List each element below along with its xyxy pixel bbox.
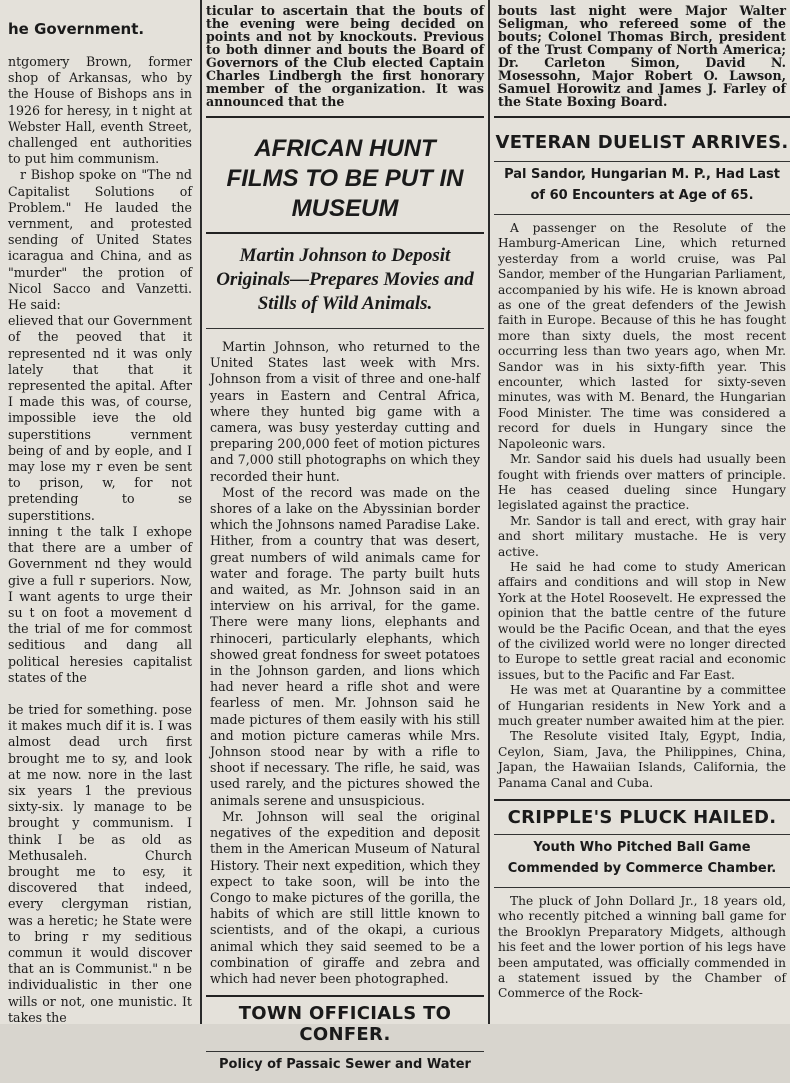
column-left-body [0,48,196,1026]
headline-veteran-duelist: VETERAN DUELIST ARRIVES. [495,132,789,153]
paragraph: Mr. Johnson will seal the original negatives of the expedition and deposit them in the American Museum of Natural History. Their next expedition, which they expect to take soon, will be into the Congo to make pictures of the gorilla, the habits of which are still little known to scientists, and of the okapi, a curious animal which they said seemed to be a combination of giraffe and zebra and which had never been photographed. [210,808,480,986]
column-rule [488,0,490,1024]
paragraph: Most of the record was made on the shores of a lake on the Abyssinian border which the Johnsons named Paradise Lake. Hither, from a country that was desert, great numbers of wild animals came for water and forage. The party built huts and waited, as Mr. Johnson said in an interview on his arrival, for the game. There were many lions, elephants and rhinoceri, particularly elephants, which showed great fondness for sweet potatoes in the Johnson garden, and lions which had never heard a rifle shot and were fearless of men. Mr. Johnson said he made pictures of them easily with his still and motion picture cameras while Mrs. Johnson stood near by with a rifle to shoot if necessary. The rifle, he said, was used rarely, and the pictures showed the animals serene and unsuspicious. [210,484,480,808]
headline-cripple-pluck: CRIPPLE'S PLUCK HAILED. [507,807,777,829]
paragraph: inning t the talk I exhope that there are a umber of Government nd they would give a full r superiors. Now, I want agents to urge their su t on foot a movement d the trial of me for commost seditious and dang all political heresies capitalist states of the [8,523,192,685]
paragraph: He was met at Quarantine by a committee of Hungarian residents in New York and a much greater number awaited him at the pier. [498,683,786,728]
article-body-duelist [494,221,790,791]
headline-african-hunt: AFRICAN HUNT FILMS TO BE PUT IN MUSEUM [206,118,484,234]
paragraph: A passenger on the Resolute of the Hamburg-American Line, which returned yesterday from a world cruise, was Pal Sandor, member of the Hungarian Parliament, accompanied by his wife. He is known abroad as one of the great defenders of the Jewish faith in Europe. Because of this he has fought more than sixty duels, the most recent occurring less than two years ago, when Mr. Sandor was in his sixty-fifth year. This encounter, which lasted for sixty-seven minutes, was with M. Benard, the Hungarian Food Minister. The time was considered a record for duels in Hungary since the Napoleonic wars. [498,221,786,451]
paragraph: Martin Johnson, who returned to the United States last week with Mrs. Johnson from a visit of three and one-half years in Eastern and Central Africa, where they hunted big game with a camera, was busy yesterday cutting and preparing 200,000 feet of motion pictures and 7,000 still photographs on which they recorded their hunt. [210,339,480,484]
paragraph: ntgomery Brown, former shop of Arkansas, who by the House of Bishops ans in 1926 for heresy, in t night at Webster Hall, eventh Street, challenged ent authorities to put him communism. [8,54,192,167]
paragraph: r Bishop spoke on "The nd Capitalist Solutions of Problem." He lauded the vernment, and protested sending of United States icaragua and China, and as "murder" the protion of Nicol Sacco and Vanzetti. He said: [8,167,192,313]
paragraph: Mr. Sandor said his duels had usually been fought with friends over matters of principle. He has ceased dueling since Hungary legislated against the practice. [498,452,786,513]
paragraph: The Resolute visited Italy, Egypt, India, Ceylon, Siam, Java, the Philippines, China, Japan, the Hawaiian Islands, California, the Panama Canal and Cuba. [498,729,786,790]
paragraph: elieved that our Government of the peoved that it represented nd it was only lately that that it represented the apital. After I made this was, of course, impossible ieve the old superstitions vernment being of and by eople, and I may lose my r even be sent to prison, w, for not pretending to se superstitions. [8,313,192,523]
column-rule [200,0,202,1024]
deck-martin-johnson: Martin Johnson to Deposit Originals—Prepares Movies and Stills of Wild Animals. [206,234,484,329]
column-left-heading: he Government. [8,20,145,38]
article-body-cripple [494,894,790,1002]
paragraph: The pluck of John Dollard Jr., 18 years old, who recently pitched a winning ball game for the Brooklyn Preparatory Midgets, although his feet and the lower portion of his legs have been amputated, was officially commended in a statement issued by the Chamber of Commerce of the Rock- [498,894,786,1001]
paragraph: be tried for something. pose it makes much dif it is. I was almost dead urch first brought me to sy, and look at me now. nore in the last six years 1 the previous sixty-six. ly manage to be brought y communism. I think I be as old as Methusaleh. Church brought me to esy, it discovered that indeed, every clergyman ristian, was a heretic; he State were to bring r my seditious commun it would discover that an is Communist." n be individualistic in ther one wills or not, one munistic. It takes the [8,701,192,1025]
column-middle [206,0,484,1073]
headline-town-officials: TOWN OFFICIALS TO CONFER. [238,1003,452,1046]
paragraph: He said he had come to study American affairs and conditions and will stop in New York at the Hotel Roosevelt. He expressed the opinion that the battle centre of the future would be the Pacific Ocean, and that the eyes of the civilized world were no longer directed to Europe to settle great racial and economic issues, but to the Pacific and Far East. [498,559,786,682]
paragraph: Mr. Sandor is tall and erect, with gray hair and short military mustache. He is very active. [498,513,786,559]
article-body-african-hunt [206,339,484,987]
deck-youth-pitched: Youth Who Pitched Ball Game Commended by Commerce Chamber. [494,835,790,888]
column-right [494,0,790,1024]
column-left [0,0,196,1024]
deck-passaic: Policy of Passaic Sewer and Water [219,1057,471,1073]
deck-pal-sandor: Pal Sandor, Hungarian M. P., Had Last of 60 Encounters at Age of 65. [494,162,790,215]
article-fragment-top: ticular to ascertain that the bouts of the evening were being decided on points and not by knockouts. Previous to both dinner and bouts the Board of Governors of the Club elected Captain Charles Lindbergh the first honorary member of the organization. It was announced that the [206,3,484,109]
article-fragment-top: bouts last night were Major Walter Seligman, who refereed some of the bouts; Colonel Thomas Birch, president of the Trust Company of North America; Dr. Carleton Simon, David N. Mosessohn, Major Robert O. Lawson, Samuel Horowitz and James J. Farley of the State Boxing Board. [498,3,786,109]
